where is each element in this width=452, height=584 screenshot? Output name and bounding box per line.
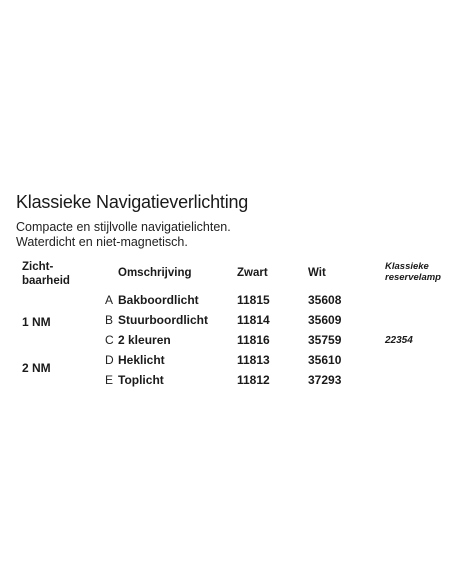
row-letter: E bbox=[105, 373, 114, 387]
row-white: 35608 bbox=[308, 293, 342, 307]
row-description: Stuurboordlicht bbox=[118, 313, 208, 327]
row-description: Bakboordlicht bbox=[118, 293, 199, 307]
header-visibility bbox=[22, 260, 70, 288]
row-letter: D bbox=[105, 353, 114, 367]
intro-line-2: Waterdicht en niet-magnetisch. bbox=[16, 235, 188, 249]
row-black: 11812 bbox=[237, 373, 270, 387]
header-spare-lamp bbox=[385, 261, 441, 283]
header-description: Omschrijving bbox=[118, 267, 192, 279]
header-spare-line1: Klassieke bbox=[385, 261, 429, 272]
row-letter: C bbox=[105, 333, 114, 347]
row-black: 11813 bbox=[237, 353, 270, 367]
row-white: 35609 bbox=[308, 313, 342, 327]
row-black: 11816 bbox=[237, 333, 270, 347]
row-white: 35610 bbox=[308, 353, 342, 367]
header-spare-line2: reservelamp bbox=[385, 272, 441, 283]
row-letter: B bbox=[105, 313, 114, 327]
header-visibility-line1: Zicht- bbox=[22, 261, 54, 273]
row-black: 11815 bbox=[237, 293, 270, 307]
header-visibility-line2: baarheid bbox=[22, 275, 70, 287]
row-white: 37293 bbox=[308, 373, 342, 387]
row-white: 35759 bbox=[308, 333, 342, 347]
page-title: Klassieke Navigatieverlichting bbox=[16, 192, 249, 212]
intro-line-1: Compacte en stijlvolle navigatielichten. bbox=[16, 220, 231, 234]
row-description: 2 kleuren bbox=[118, 333, 171, 347]
header-black: Zwart bbox=[237, 267, 268, 279]
group-2nm: 2 NM bbox=[22, 361, 51, 375]
row-black: 11814 bbox=[237, 313, 270, 327]
header-white: Wit bbox=[308, 267, 326, 279]
row-letter: A bbox=[105, 293, 114, 307]
row-spare-lamp: 22354 bbox=[385, 335, 413, 346]
group-1nm: 1 NM bbox=[22, 315, 51, 329]
row-description: Toplicht bbox=[118, 373, 164, 387]
row-description: Heklicht bbox=[118, 353, 165, 367]
